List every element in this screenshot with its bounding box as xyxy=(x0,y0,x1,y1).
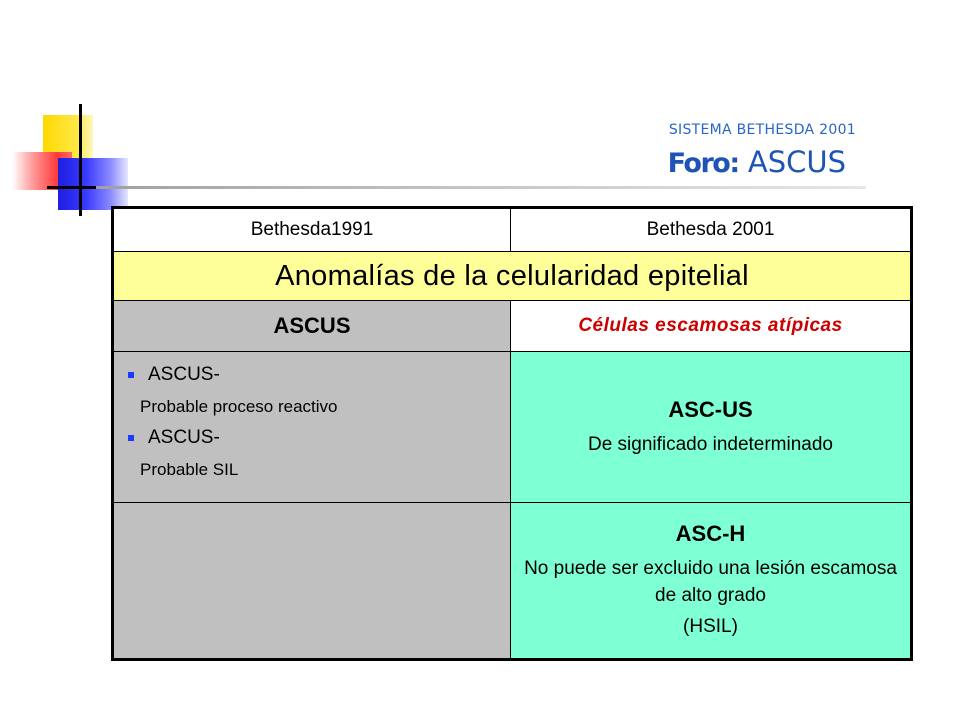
category-abbreviation: (HSIL) xyxy=(683,616,738,637)
comparison-table xyxy=(111,206,913,661)
list-item-label: ASCUS- xyxy=(148,427,220,448)
row2-right-cell xyxy=(511,503,912,660)
table-row xyxy=(113,352,912,503)
list-item-label: ASCUS- xyxy=(148,364,220,385)
list-item-sub: Probable proceso reactivo xyxy=(140,396,338,416)
list-item xyxy=(124,362,510,388)
section-left: ASCUS xyxy=(113,301,511,352)
decor-grey-rule xyxy=(96,186,866,189)
section-row xyxy=(113,301,912,352)
bullet-icon xyxy=(128,372,134,378)
slide-title xyxy=(668,145,846,179)
row1-right-cell xyxy=(511,352,912,503)
row2-left-cell xyxy=(113,503,511,660)
band-heading: Anomalías de la celularidad epitelial xyxy=(113,252,912,301)
bullet-list xyxy=(114,352,510,488)
col-header-1991: Bethesda1991 xyxy=(113,208,511,252)
section-right: Células escamosas atípicas xyxy=(511,301,912,352)
slide-subtitle: SISTEMA BETHESDA 2001 xyxy=(668,122,856,138)
table-row xyxy=(113,503,912,660)
list-item-sub: Probable SIL xyxy=(140,459,239,479)
category-code: ASC-H xyxy=(675,521,746,546)
table-header-row xyxy=(113,208,912,252)
bullet-icon xyxy=(128,435,134,441)
decor-vertical-line xyxy=(79,104,82,216)
band-row xyxy=(113,252,912,301)
title-prefix: Foro: xyxy=(667,148,739,179)
category-code: ASC-US xyxy=(668,396,753,422)
list-item xyxy=(124,425,510,451)
col-header-2001: Bethesda 2001 xyxy=(511,208,912,252)
decor-blue-square xyxy=(58,158,128,210)
category-description: No puede ser excluido una lesión escamosa de alto grado xyxy=(524,558,897,606)
title-main: ASCUS xyxy=(747,145,846,179)
row1-left-cell xyxy=(113,352,511,503)
category-description: De significado indeterminado xyxy=(587,433,834,455)
